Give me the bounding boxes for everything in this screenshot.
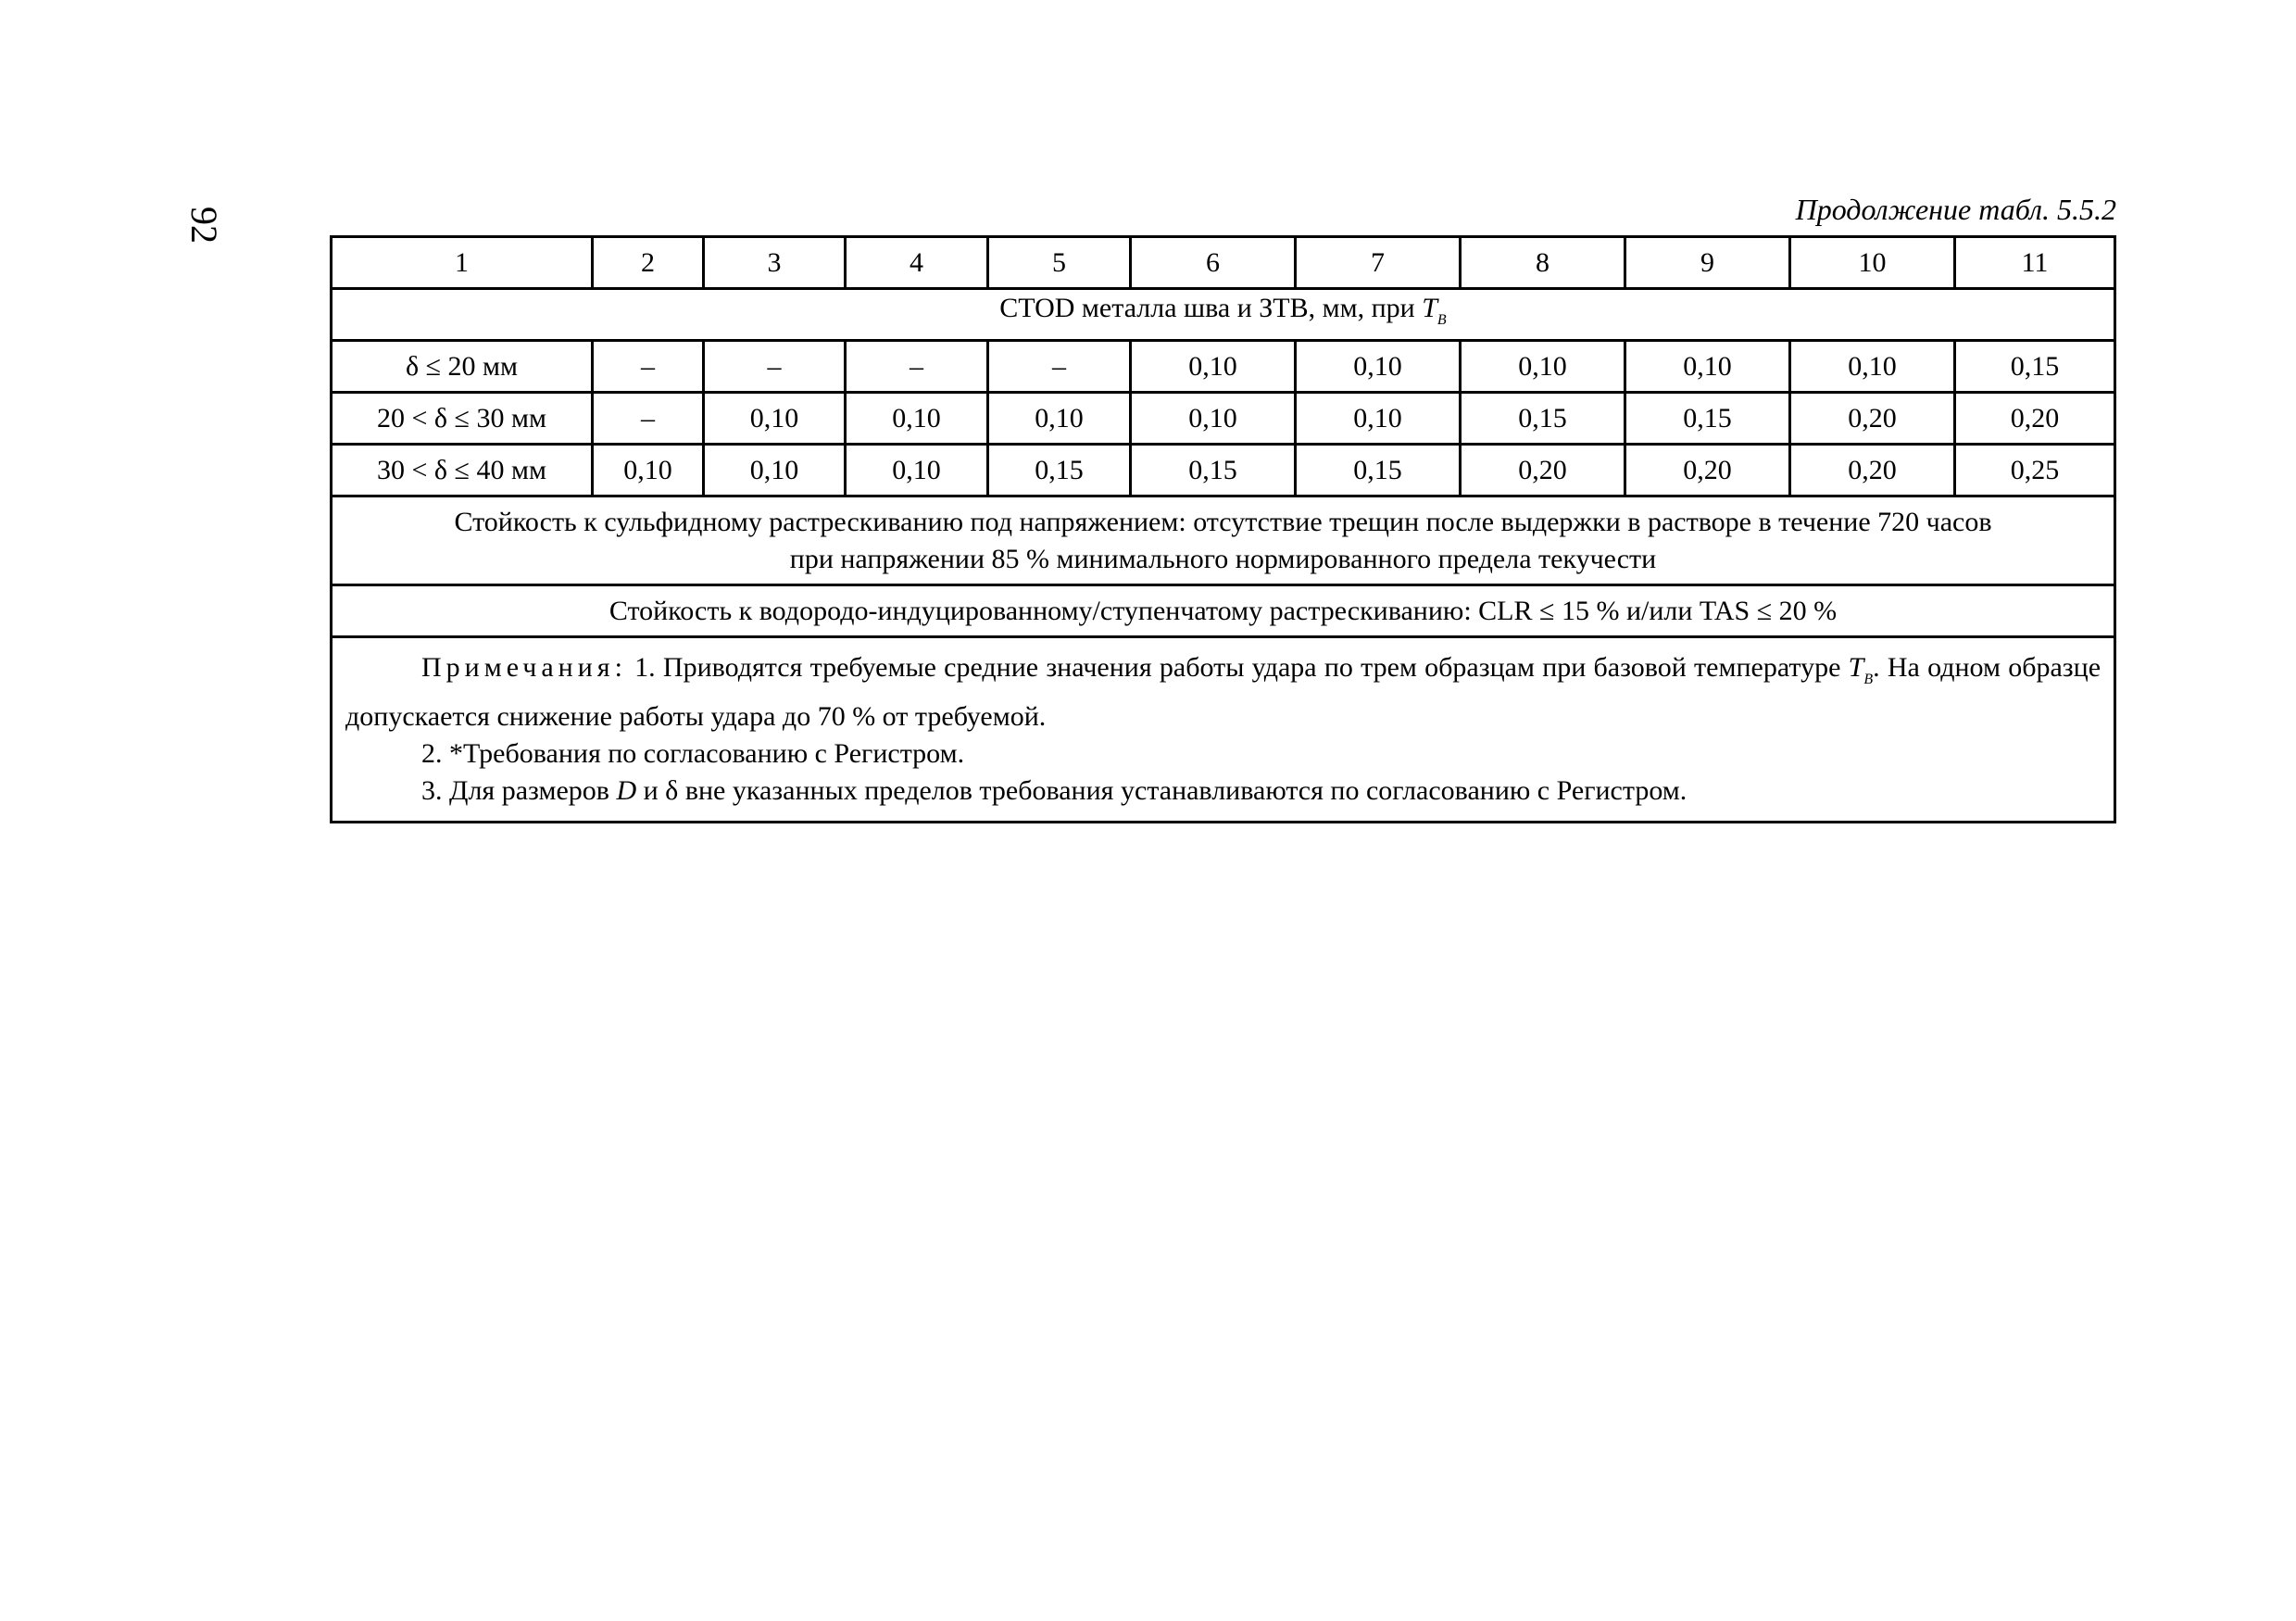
column-header: 10 bbox=[1790, 237, 1955, 289]
page-number: 92 bbox=[183, 207, 225, 244]
hic-text: Стойкость к водородо-индуцированному/ступенчатому растрескиванию: CLR ≤ 15 % и/или TAS ≤ 20 % bbox=[332, 585, 2115, 637]
table-cell: 0,20 bbox=[1790, 393, 1955, 445]
sulfide-cracking-row bbox=[332, 496, 2115, 585]
note-1-text-after: . На одном образце допускается снижение работы удара до 70 % от требуемой. bbox=[345, 652, 2102, 732]
note-1-symbol-subscript: B bbox=[1863, 672, 1874, 687]
note-3-text-after: и δ вне указанных пределов требования устанавливаются по согласованию с Регистром. bbox=[643, 775, 1687, 806]
row-label: 20 < δ ≤ 30 мм bbox=[332, 393, 593, 445]
table-cell: 0,20 bbox=[1790, 445, 1955, 496]
table-cell: 0,10 bbox=[1296, 341, 1461, 393]
table-cell: 0,10 bbox=[1461, 341, 1625, 393]
table-cell: 0,10 bbox=[704, 445, 846, 496]
table-cell: 0,25 bbox=[1955, 445, 2115, 496]
column-header: 2 bbox=[593, 237, 704, 289]
column-header: 4 bbox=[846, 237, 988, 289]
sulfide-line-2: при напряжении 85 % минимального нормированного предела текучести bbox=[789, 543, 1657, 574]
table-cell: 0,15 bbox=[1461, 393, 1625, 445]
note-1-symbol: T bbox=[1848, 652, 1864, 683]
column-header: 5 bbox=[988, 237, 1131, 289]
table-row bbox=[332, 393, 2115, 445]
column-header: 11 bbox=[1955, 237, 2115, 289]
table-cell: 0,10 bbox=[846, 445, 988, 496]
table-cell: 0,15 bbox=[1955, 341, 2115, 393]
table-cell: 0,10 bbox=[1296, 393, 1461, 445]
row-label: 30 < δ ≤ 40 мм bbox=[332, 445, 593, 496]
table-cell: 0,10 bbox=[846, 393, 988, 445]
note-2: 2. *Требования по согласованию с Регистром. bbox=[421, 738, 965, 769]
table-cell: 0,10 bbox=[593, 445, 704, 496]
note-3-symbol: D bbox=[616, 775, 637, 806]
ctod-section-title bbox=[332, 289, 2115, 341]
table-continuation-label: Продолжение табл. 5.5.2 bbox=[1795, 193, 2116, 226]
table-cell: 0,15 bbox=[1296, 445, 1461, 496]
table-cell: – bbox=[988, 341, 1131, 393]
table-cell: 0,15 bbox=[988, 445, 1131, 496]
sulfide-cracking-text bbox=[332, 496, 2115, 585]
ctod-section-row bbox=[332, 289, 2115, 341]
note-3 bbox=[345, 773, 2101, 810]
table-cell: – bbox=[704, 341, 846, 393]
temperature-symbol-subscript: B bbox=[1437, 312, 1447, 328]
requirements-table bbox=[330, 235, 2116, 823]
hic-row bbox=[332, 585, 2115, 637]
table-cell: 0,10 bbox=[988, 393, 1131, 445]
table-cell: 0,20 bbox=[1625, 445, 1790, 496]
ctod-section-text: CTOD металла шва и ЗТВ, мм, при bbox=[999, 293, 1415, 323]
row-label: δ ≤ 20 мм bbox=[332, 341, 593, 393]
table-cell: 0,10 bbox=[1131, 393, 1296, 445]
table-cell: 0,15 bbox=[1625, 393, 1790, 445]
column-header: 7 bbox=[1296, 237, 1461, 289]
temperature-symbol: T bbox=[1422, 293, 1437, 323]
column-header: 3 bbox=[704, 237, 846, 289]
notes-heading: Примечания: bbox=[421, 652, 627, 683]
table-cell: 0,10 bbox=[1131, 341, 1296, 393]
notes-row bbox=[332, 637, 2115, 823]
table-cell: – bbox=[846, 341, 988, 393]
table-cell: 0,10 bbox=[704, 393, 846, 445]
column-header: 6 bbox=[1131, 237, 1296, 289]
note-3-text: 3. Для размеров bbox=[421, 775, 609, 806]
table-header-row bbox=[332, 237, 2115, 289]
notes-cell bbox=[332, 637, 2115, 823]
table-cell: – bbox=[593, 393, 704, 445]
table-cell: 0,10 bbox=[1625, 341, 1790, 393]
table-row bbox=[332, 445, 2115, 496]
sulfide-line-1: Стойкость к сульфидному растрескиванию под напряжением: отсутствие трещин после выдержки в растворе в течение 720 часов bbox=[454, 506, 1992, 537]
table-cell: 0,20 bbox=[1461, 445, 1625, 496]
table-cell: – bbox=[593, 341, 704, 393]
note-1-text: 1. Приводятся требуемые средние значения работы удара по трем образцам при базовой температуре bbox=[634, 652, 1841, 683]
table-cell: 0,15 bbox=[1131, 445, 1296, 496]
column-header: 1 bbox=[332, 237, 593, 289]
column-header: 8 bbox=[1461, 237, 1625, 289]
table-row bbox=[332, 341, 2115, 393]
table-cell: 0,10 bbox=[1790, 341, 1955, 393]
note-1 bbox=[345, 649, 2101, 735]
column-header: 9 bbox=[1625, 237, 1790, 289]
table-cell: 0,20 bbox=[1955, 393, 2115, 445]
